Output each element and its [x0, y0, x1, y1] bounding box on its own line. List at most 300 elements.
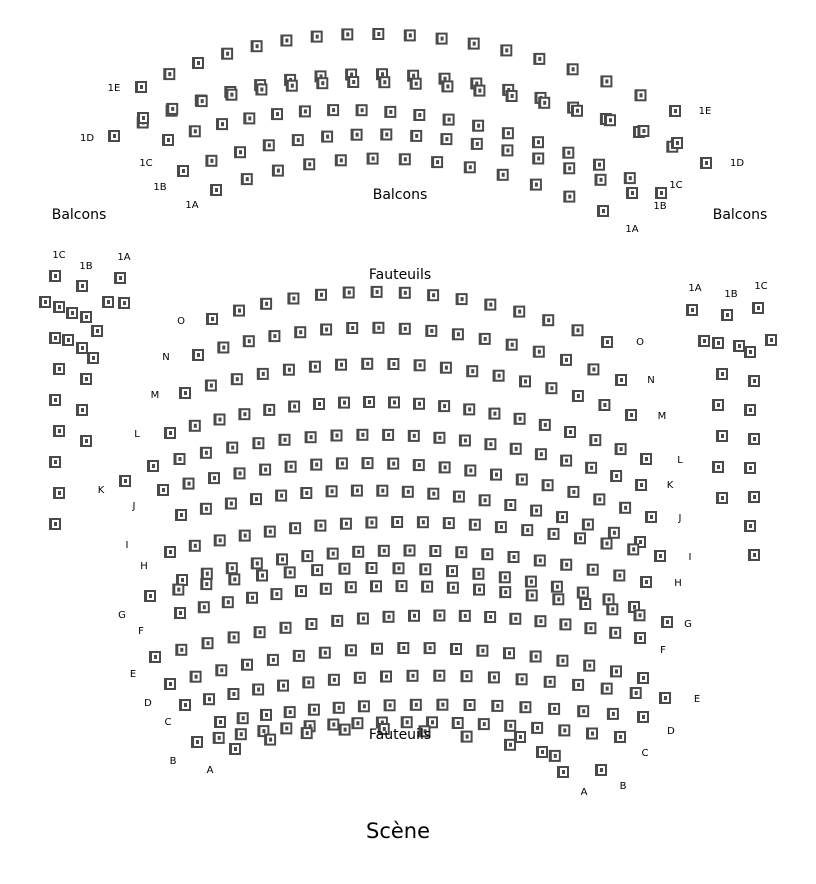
seat-icon[interactable]: [556, 511, 568, 523]
seat-icon[interactable]: [76, 404, 88, 416]
seat-icon[interactable]: [542, 314, 554, 326]
seat-icon[interactable]: [583, 660, 595, 672]
seat-icon[interactable]: [712, 337, 724, 349]
seat-icon[interactable]: [748, 549, 760, 561]
seat-icon[interactable]: [604, 114, 616, 126]
seat-icon[interactable]: [450, 643, 462, 655]
seat-icon[interactable]: [275, 490, 287, 502]
seat-icon[interactable]: [572, 324, 584, 336]
seat-icon[interactable]: [327, 548, 339, 560]
seat-icon[interactable]: [525, 576, 537, 588]
seat-icon[interactable]: [439, 461, 451, 473]
seat-icon[interactable]: [378, 545, 390, 557]
seat-icon[interactable]: [347, 76, 359, 88]
seat-icon[interactable]: [506, 339, 518, 351]
seat-icon[interactable]: [284, 706, 296, 718]
seat-icon[interactable]: [295, 585, 307, 597]
seat-icon[interactable]: [174, 607, 186, 619]
seat-icon[interactable]: [285, 461, 297, 473]
seat-icon[interactable]: [280, 35, 292, 47]
seat-icon[interactable]: [574, 532, 586, 544]
seat-icon[interactable]: [225, 89, 237, 101]
seat-icon[interactable]: [516, 673, 528, 685]
seat-icon[interactable]: [39, 296, 51, 308]
seat-icon[interactable]: [712, 461, 724, 473]
seat-icon[interactable]: [49, 332, 61, 344]
seat-icon[interactable]: [443, 517, 455, 529]
seat-icon[interactable]: [226, 562, 238, 574]
seat-icon[interactable]: [227, 688, 239, 700]
seat-icon[interactable]: [215, 664, 227, 676]
seat-icon[interactable]: [196, 95, 208, 107]
seat-icon[interactable]: [506, 90, 518, 102]
seat-icon[interactable]: [202, 637, 214, 649]
seat-icon[interactable]: [378, 76, 390, 88]
seat-icon[interactable]: [192, 349, 204, 361]
seat-icon[interactable]: [301, 727, 313, 739]
seat-icon[interactable]: [548, 528, 560, 540]
seat-icon[interactable]: [183, 478, 195, 490]
seat-icon[interactable]: [716, 492, 728, 504]
seat-icon[interactable]: [205, 380, 217, 392]
seat-icon[interactable]: [560, 354, 572, 366]
seat-icon[interactable]: [545, 382, 557, 394]
seat-icon[interactable]: [544, 676, 556, 688]
seat-icon[interactable]: [586, 728, 598, 740]
seat-icon[interactable]: [521, 524, 533, 536]
seat-icon[interactable]: [200, 447, 212, 459]
seat-icon[interactable]: [108, 130, 120, 142]
seat-icon[interactable]: [319, 647, 331, 659]
seat-icon[interactable]: [228, 573, 240, 585]
seat-icon[interactable]: [503, 647, 515, 659]
seat-icon[interactable]: [76, 280, 88, 292]
seat-icon[interactable]: [404, 29, 416, 41]
seat-icon[interactable]: [624, 172, 636, 184]
seat-icon[interactable]: [222, 596, 234, 608]
seat-icon[interactable]: [243, 335, 255, 347]
seat-icon[interactable]: [210, 184, 222, 196]
seat-icon[interactable]: [610, 470, 622, 482]
seat-icon[interactable]: [234, 146, 246, 158]
seat-icon[interactable]: [464, 465, 476, 477]
seat-icon[interactable]: [558, 724, 570, 736]
seat-icon[interactable]: [613, 570, 625, 582]
seat-icon[interactable]: [610, 665, 622, 677]
seat-icon[interactable]: [452, 328, 464, 340]
seat-icon[interactable]: [493, 370, 505, 382]
seat-icon[interactable]: [213, 732, 225, 744]
seat-icon[interactable]: [640, 453, 652, 465]
seat-icon[interactable]: [559, 618, 571, 630]
seat-icon[interactable]: [431, 156, 443, 168]
seat-icon[interactable]: [563, 191, 575, 203]
seat-icon[interactable]: [413, 398, 425, 410]
seat-icon[interactable]: [164, 678, 176, 690]
seat-icon[interactable]: [251, 557, 263, 569]
seat-icon[interactable]: [645, 511, 657, 523]
seat-icon[interactable]: [513, 306, 525, 318]
seat-icon[interactable]: [534, 615, 546, 627]
seat-icon[interactable]: [478, 718, 490, 730]
seat-icon[interactable]: [192, 57, 204, 69]
seat-icon[interactable]: [402, 486, 414, 498]
seat-icon[interactable]: [399, 323, 411, 335]
seat-icon[interactable]: [427, 289, 439, 301]
seat-icon[interactable]: [473, 584, 485, 596]
seat-icon[interactable]: [601, 336, 613, 348]
seat-icon[interactable]: [135, 81, 147, 93]
seat-icon[interactable]: [191, 736, 203, 748]
seat-icon[interactable]: [366, 562, 378, 574]
seat-icon[interactable]: [49, 456, 61, 468]
seat-icon[interactable]: [572, 679, 584, 691]
seat-icon[interactable]: [80, 373, 92, 385]
seat-icon[interactable]: [427, 488, 439, 500]
seat-icon[interactable]: [376, 485, 388, 497]
seat-icon[interactable]: [246, 592, 258, 604]
seat-icon[interactable]: [484, 611, 496, 623]
seat-icon[interactable]: [562, 147, 574, 159]
seat-icon[interactable]: [260, 298, 272, 310]
seat-icon[interactable]: [582, 519, 594, 531]
seat-icon[interactable]: [179, 387, 191, 399]
seat-icon[interactable]: [284, 566, 296, 578]
seat-icon[interactable]: [600, 75, 612, 87]
seat-icon[interactable]: [175, 644, 187, 656]
seat-icon[interactable]: [532, 153, 544, 165]
seat-icon[interactable]: [459, 610, 471, 622]
seat-icon[interactable]: [471, 138, 483, 150]
seat-icon[interactable]: [497, 169, 509, 181]
seat-icon[interactable]: [292, 134, 304, 146]
seat-icon[interactable]: [327, 719, 339, 731]
seat-icon[interactable]: [382, 429, 394, 441]
seat-icon[interactable]: [733, 340, 745, 352]
seat-icon[interactable]: [514, 731, 526, 743]
seat-icon[interactable]: [587, 363, 599, 375]
seat-icon[interactable]: [177, 165, 189, 177]
seat-icon[interactable]: [264, 526, 276, 538]
seat-icon[interactable]: [504, 499, 516, 511]
seat-icon[interactable]: [250, 493, 262, 505]
seat-icon[interactable]: [299, 105, 311, 117]
seat-icon[interactable]: [700, 157, 712, 169]
seat-icon[interactable]: [479, 333, 491, 345]
seat-icon[interactable]: [387, 458, 399, 470]
seat-icon[interactable]: [280, 622, 292, 634]
seat-icon[interactable]: [235, 728, 247, 740]
seat-icon[interactable]: [443, 114, 455, 126]
seat-icon[interactable]: [538, 97, 550, 109]
seat-icon[interactable]: [229, 743, 241, 755]
seat-icon[interactable]: [225, 498, 237, 510]
seat-icon[interactable]: [669, 105, 681, 117]
seat-icon[interactable]: [53, 363, 65, 375]
seat-icon[interactable]: [198, 601, 210, 613]
seat-icon[interactable]: [413, 109, 425, 121]
seat-icon[interactable]: [268, 330, 280, 342]
seat-icon[interactable]: [447, 582, 459, 594]
seat-icon[interactable]: [286, 80, 298, 92]
seat-icon[interactable]: [237, 712, 249, 724]
seat-icon[interactable]: [200, 578, 212, 590]
seat-icon[interactable]: [365, 517, 377, 529]
seat-icon[interactable]: [597, 205, 609, 217]
seat-icon[interactable]: [440, 133, 452, 145]
seat-icon[interactable]: [203, 693, 215, 705]
seat-icon[interactable]: [372, 28, 384, 40]
seat-icon[interactable]: [716, 368, 728, 380]
seat-icon[interactable]: [326, 485, 338, 497]
seat-icon[interactable]: [716, 430, 728, 442]
seat-icon[interactable]: [654, 550, 666, 562]
seat-icon[interactable]: [311, 564, 323, 576]
seat-icon[interactable]: [149, 651, 161, 663]
seat-icon[interactable]: [49, 270, 61, 282]
seat-icon[interactable]: [419, 563, 431, 575]
seat-icon[interactable]: [361, 358, 373, 370]
seat-icon[interactable]: [293, 650, 305, 662]
seat-icon[interactable]: [310, 459, 322, 471]
seat-icon[interactable]: [472, 568, 484, 580]
seat-icon[interactable]: [76, 342, 88, 354]
seat-icon[interactable]: [331, 615, 343, 627]
seat-icon[interactable]: [327, 104, 339, 116]
seat-icon[interactable]: [510, 443, 522, 455]
seat-icon[interactable]: [157, 484, 169, 496]
seat-icon[interactable]: [189, 420, 201, 432]
seat-icon[interactable]: [303, 158, 315, 170]
seat-icon[interactable]: [399, 153, 411, 165]
seat-icon[interactable]: [53, 487, 65, 499]
seat-icon[interactable]: [241, 659, 253, 671]
seat-icon[interactable]: [608, 527, 620, 539]
seat-icon[interactable]: [243, 112, 255, 124]
seat-icon[interactable]: [509, 613, 521, 625]
seat-icon[interactable]: [309, 361, 321, 373]
seat-icon[interactable]: [356, 104, 368, 116]
seat-icon[interactable]: [661, 616, 673, 628]
seat-icon[interactable]: [280, 722, 292, 734]
seat-icon[interactable]: [567, 63, 579, 75]
seat-icon[interactable]: [163, 68, 175, 80]
seat-icon[interactable]: [536, 746, 548, 758]
seat-icon[interactable]: [501, 144, 513, 156]
seat-icon[interactable]: [252, 684, 264, 696]
seat-icon[interactable]: [214, 716, 226, 728]
seat-icon[interactable]: [744, 346, 756, 358]
seat-icon[interactable]: [530, 505, 542, 517]
seat-icon[interactable]: [214, 414, 226, 426]
seat-icon[interactable]: [315, 289, 327, 301]
seat-icon[interactable]: [476, 645, 488, 657]
seat-icon[interactable]: [320, 583, 332, 595]
seat-icon[interactable]: [118, 297, 130, 309]
seat-icon[interactable]: [208, 472, 220, 484]
seat-icon[interactable]: [626, 187, 638, 199]
seat-icon[interactable]: [387, 358, 399, 370]
seat-icon[interactable]: [308, 704, 320, 716]
seat-icon[interactable]: [595, 764, 607, 776]
seat-icon[interactable]: [345, 581, 357, 593]
seat-icon[interactable]: [433, 670, 445, 682]
seat-icon[interactable]: [748, 491, 760, 503]
seat-icon[interactable]: [294, 326, 306, 338]
seat-icon[interactable]: [233, 305, 245, 317]
seat-icon[interactable]: [686, 304, 698, 316]
seat-icon[interactable]: [433, 610, 445, 622]
seat-icon[interactable]: [752, 302, 764, 314]
seat-icon[interactable]: [516, 474, 528, 486]
seat-icon[interactable]: [166, 103, 178, 115]
seat-icon[interactable]: [388, 396, 400, 408]
seat-icon[interactable]: [615, 443, 627, 455]
seat-icon[interactable]: [533, 53, 545, 65]
seat-icon[interactable]: [259, 464, 271, 476]
seat-icon[interactable]: [270, 588, 282, 600]
seat-icon[interactable]: [446, 565, 458, 577]
seat-icon[interactable]: [584, 622, 596, 634]
seat-icon[interactable]: [473, 85, 485, 97]
seat-icon[interactable]: [459, 435, 471, 447]
seat-icon[interactable]: [391, 516, 403, 528]
seat-icon[interactable]: [257, 368, 269, 380]
seat-icon[interactable]: [519, 701, 531, 713]
seat-icon[interactable]: [345, 644, 357, 656]
seat-icon[interactable]: [239, 530, 251, 542]
seat-icon[interactable]: [267, 654, 279, 666]
seat-icon[interactable]: [340, 518, 352, 530]
seat-icon[interactable]: [66, 307, 78, 319]
seat-icon[interactable]: [341, 28, 353, 40]
seat-icon[interactable]: [630, 687, 642, 699]
seat-icon[interactable]: [721, 309, 733, 321]
seat-icon[interactable]: [338, 397, 350, 409]
seat-icon[interactable]: [598, 399, 610, 411]
seat-icon[interactable]: [383, 611, 395, 623]
seat-icon[interactable]: [251, 40, 263, 52]
seat-icon[interactable]: [488, 671, 500, 683]
seat-icon[interactable]: [659, 692, 671, 704]
seat-icon[interactable]: [698, 335, 710, 347]
seat-icon[interactable]: [484, 299, 496, 311]
seat-icon[interactable]: [216, 118, 228, 130]
seat-icon[interactable]: [609, 627, 621, 639]
seat-icon[interactable]: [226, 442, 238, 454]
seat-icon[interactable]: [346, 322, 358, 334]
seat-icon[interactable]: [499, 586, 511, 598]
seat-icon[interactable]: [408, 430, 420, 442]
seat-icon[interactable]: [351, 129, 363, 141]
seat-icon[interactable]: [339, 724, 351, 736]
seat-icon[interactable]: [201, 568, 213, 580]
seat-icon[interactable]: [333, 702, 345, 714]
seat-icon[interactable]: [200, 503, 212, 515]
seat-icon[interactable]: [595, 174, 607, 186]
seat-icon[interactable]: [560, 559, 572, 571]
seat-icon[interactable]: [499, 571, 511, 583]
seat-icon[interactable]: [241, 173, 253, 185]
seat-icon[interactable]: [453, 491, 465, 503]
seat-icon[interactable]: [551, 581, 563, 593]
seat-icon[interactable]: [114, 272, 126, 284]
seat-icon[interactable]: [228, 631, 240, 643]
seat-icon[interactable]: [256, 570, 268, 582]
seat-icon[interactable]: [164, 427, 176, 439]
seat-icon[interactable]: [87, 352, 99, 364]
seat-icon[interactable]: [640, 576, 652, 588]
seat-icon[interactable]: [491, 700, 503, 712]
seat-icon[interactable]: [571, 105, 583, 117]
seat-icon[interactable]: [504, 720, 516, 732]
seat-icon[interactable]: [635, 89, 647, 101]
seat-icon[interactable]: [425, 325, 437, 337]
seat-icon[interactable]: [174, 453, 186, 465]
seat-icon[interactable]: [625, 409, 637, 421]
seat-icon[interactable]: [53, 425, 65, 437]
seat-icon[interactable]: [464, 161, 476, 173]
seat-icon[interactable]: [352, 546, 364, 558]
seat-icon[interactable]: [532, 136, 544, 148]
seat-icon[interactable]: [283, 364, 295, 376]
seat-icon[interactable]: [627, 543, 639, 555]
seat-icon[interactable]: [371, 286, 383, 298]
seat-icon[interactable]: [744, 462, 756, 474]
seat-icon[interactable]: [102, 296, 114, 308]
seat-icon[interactable]: [414, 359, 426, 371]
seat-icon[interactable]: [413, 459, 425, 471]
seat-icon[interactable]: [313, 398, 325, 410]
seat-icon[interactable]: [305, 618, 317, 630]
seat-icon[interactable]: [484, 438, 496, 450]
seat-icon[interactable]: [144, 590, 156, 602]
seat-icon[interactable]: [526, 589, 538, 601]
seat-icon[interactable]: [490, 469, 502, 481]
seat-icon[interactable]: [62, 334, 74, 346]
seat-icon[interactable]: [671, 137, 683, 149]
seat-icon[interactable]: [162, 134, 174, 146]
seat-icon[interactable]: [461, 670, 473, 682]
seat-icon[interactable]: [287, 293, 299, 305]
seat-icon[interactable]: [436, 699, 448, 711]
seat-icon[interactable]: [80, 435, 92, 447]
seat-icon[interactable]: [748, 375, 760, 387]
seat-icon[interactable]: [91, 325, 103, 337]
seat-icon[interactable]: [320, 324, 332, 336]
seat-icon[interactable]: [335, 154, 347, 166]
seat-icon[interactable]: [748, 433, 760, 445]
seat-icon[interactable]: [539, 419, 551, 431]
seat-icon[interactable]: [380, 671, 392, 683]
seat-icon[interactable]: [331, 430, 343, 442]
seat-icon[interactable]: [563, 162, 575, 174]
seat-icon[interactable]: [744, 404, 756, 416]
seat-icon[interactable]: [519, 375, 531, 387]
seat-icon[interactable]: [606, 603, 618, 615]
seat-icon[interactable]: [744, 520, 756, 532]
seat-icon[interactable]: [335, 359, 347, 371]
seat-icon[interactable]: [289, 522, 301, 534]
seat-icon[interactable]: [552, 593, 564, 605]
seat-icon[interactable]: [429, 545, 441, 557]
seat-icon[interactable]: [260, 709, 272, 721]
seat-icon[interactable]: [587, 564, 599, 576]
seat-icon[interactable]: [404, 545, 416, 557]
seat-icon[interactable]: [367, 153, 379, 165]
seat-icon[interactable]: [466, 365, 478, 377]
seat-icon[interactable]: [231, 373, 243, 385]
